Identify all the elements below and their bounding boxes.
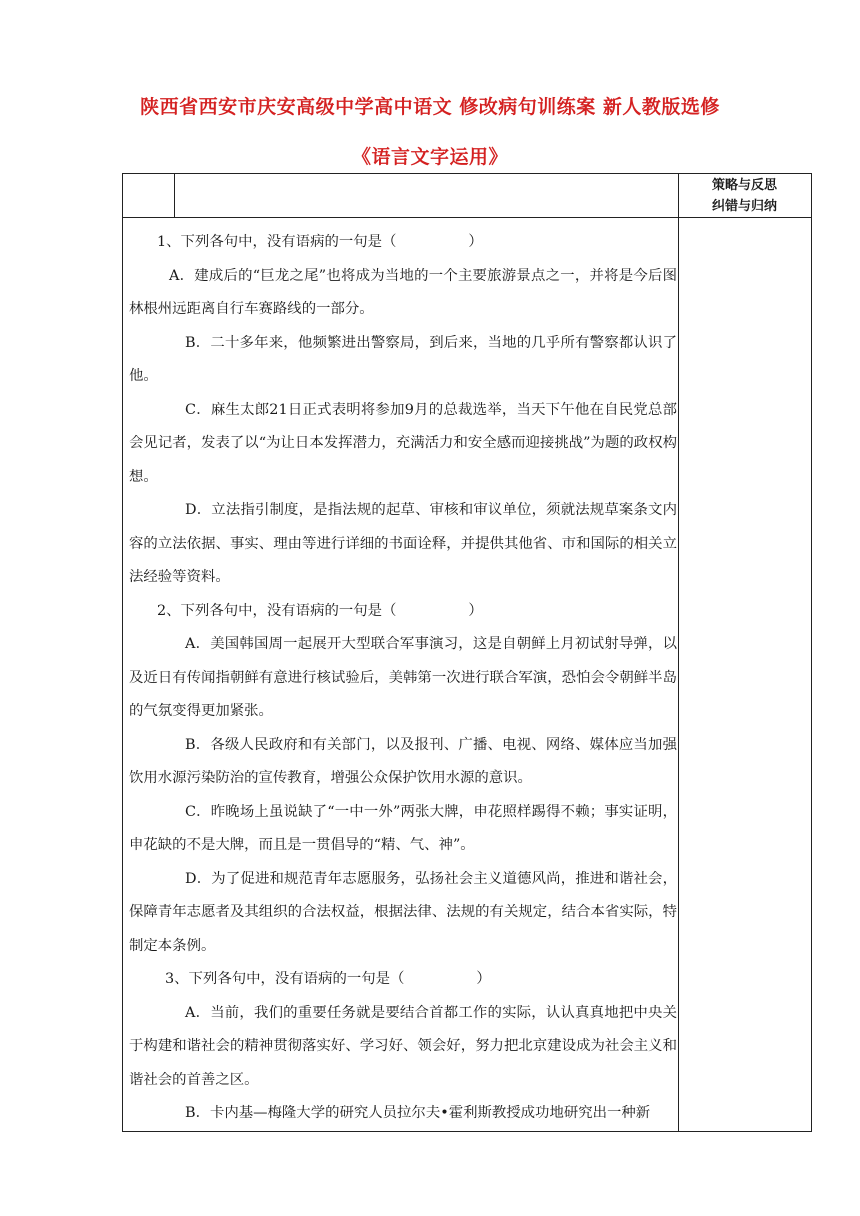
table-divider-col-2 xyxy=(678,174,679,1131)
question-2-option-a: A．美国韩国周一起展开大型联合军事演习，这是自朝鲜上月初试射导弹，以及近日有传闻指朝鲜有意进行核试验后，美韩第一次进行联合军演，恐怕会令朝鲜半岛的气氛变得更加紧张。 xyxy=(129,636,677,719)
table-divider-col-1 xyxy=(174,174,175,218)
strategy-column-header xyxy=(678,174,811,218)
question-1-option-a: A．建成后的“巨龙之尾”也将成为当地的一个主要旅游景点之一，并将是今后图林根州远距离自行车赛路线的一部分。 xyxy=(129,267,677,317)
question-2-option-c: C．昨晚场上虽说缺了“一中一外”两张大牌，申花照样踢得不赖；事实证明，申花缺的不是大牌，而且是一贯倡导的“精、气、神”。 xyxy=(129,803,677,853)
document-title-line-2: 《语言文字运用》 xyxy=(351,146,508,168)
strategy-header-line-2: 纠错与归纳 xyxy=(711,199,777,214)
question-content xyxy=(129,226,677,1131)
question-3-option-a: A．当前，我们的重要任务就是要结合首都工作的实际，认认真真地把中央关于构建和谐社会的精神贯彻落实好、学习好、领会好，努力把北京建设成为社会主义和谐社会的首善之区。 xyxy=(129,1004,677,1088)
worksheet-table xyxy=(122,173,812,1132)
question-1-option-b: B．二十多年来，他频繁进出警察局，到后来，当地的几乎所有警察都认识了他。 xyxy=(129,334,677,384)
question-1-stem: 1、下列各句中，没有语病的一句是（ ） xyxy=(157,234,483,250)
question-3-option-b: B．卡内基—梅隆大学的研究人员拉尔夫•霍利斯教授成功地研究出一种新 xyxy=(185,1105,651,1121)
strategy-header-line-1: 策略与反思 xyxy=(711,178,777,193)
question-2-stem: 2、下列各句中，没有语病的一句是（ ） xyxy=(157,602,483,619)
question-1-option-d: D．立法指引制度，是指法规的起草、审核和审议单位，须就法规草案条文内容的立法依据、事实、理由等进行详细的书面诠释，并提供其他省、市和国际的相关立法经验等资料。 xyxy=(129,502,677,585)
question-2-option-d: D．为了促进和规范青年志愿服务，弘扬社会主义道德风尚，推进和谐社会，保障青年志愿者及其组织的合法权益，根据法律、法规的有关规定，结合本省实际，特制定本条例。 xyxy=(129,870,677,954)
question-1-option-c: C．麻生太郎21日正式表明将参加9月的总裁选举，当天下午他在自民党总部会见记者，发表了以“为让日本发挥潜力，充满活力和安全感而迎接挑战”为题的政权构想。 xyxy=(129,401,677,485)
question-2-option-b: B．各级人民政府和有关部门，以及报刊、广播、电视、网络、媒体应当加强饮用水源污染防治的宣传教育，增强公众保护饮用水源的意识。 xyxy=(129,736,677,786)
question-3-stem: 3、下列各句中，没有语病的一句是（ ） xyxy=(165,971,491,987)
document-title-line-1: 陕西省西安市庆安高级中学高中语文 修改病句训练案 新人教版选修 xyxy=(140,96,720,118)
